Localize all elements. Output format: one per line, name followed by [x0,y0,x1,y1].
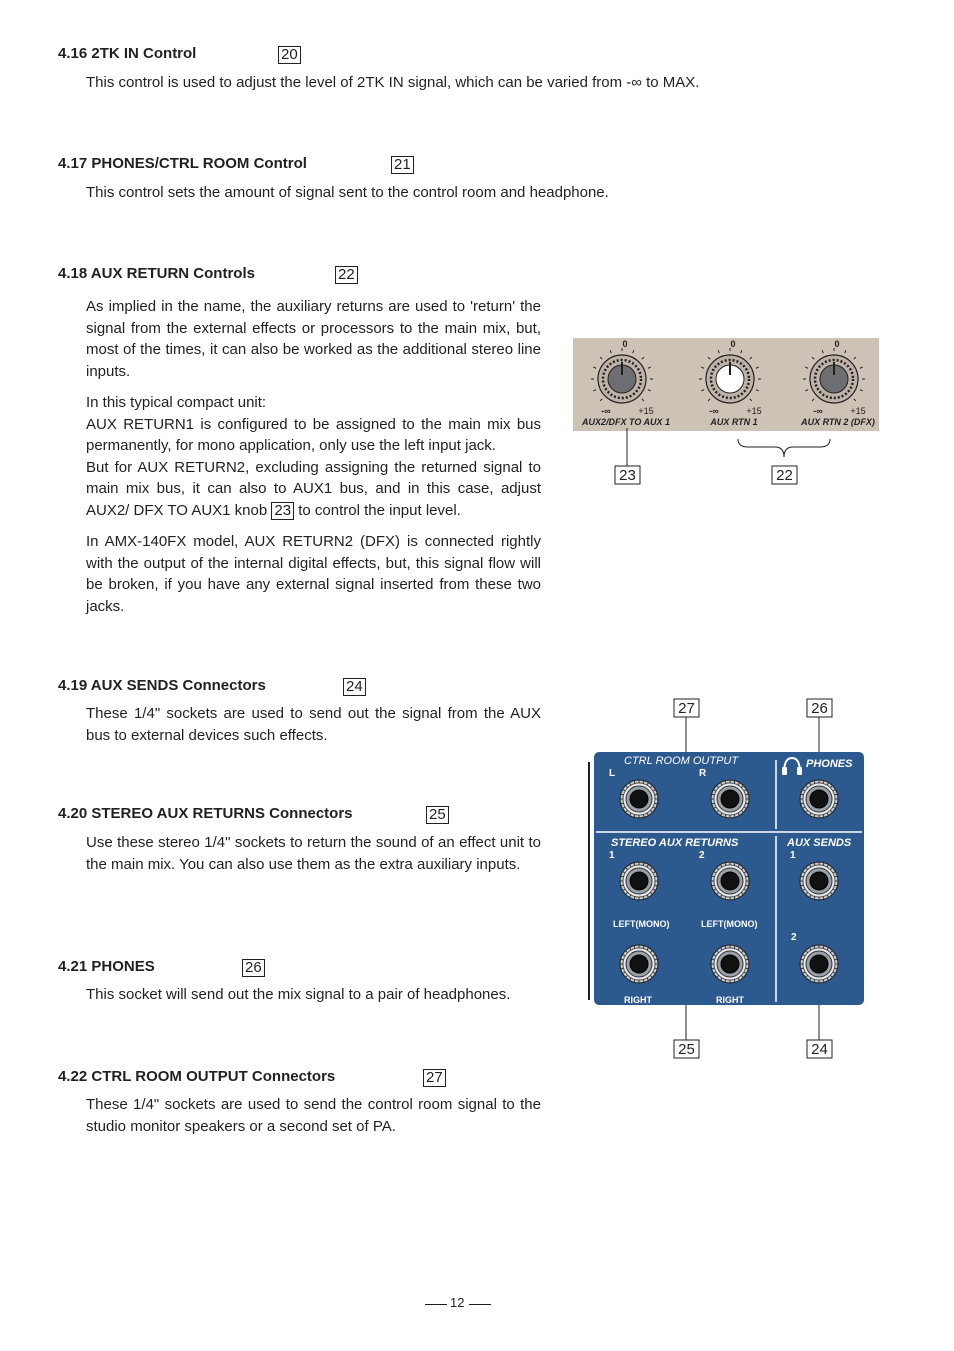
heading-text: 4.20 STEREO AUX RETURNS Connectors [58,805,353,822]
section-body-4-22: These 1/4" sockets are used to send the control room signal to the studio monitor speakers or a second set of PA. [86,1096,541,1135]
section-body-4-17: This control sets the amount of signal sent to the control room and headphone. [86,184,609,201]
section-heading-4-20 [58,805,353,822]
knob-min-label: -∞ [709,406,719,416]
ref-box-22: 22 [335,266,358,284]
section-body-4-21: This socket will send out the mix signal to a pair of headphones. [86,986,511,1003]
ref-box-20: 20 [278,46,301,64]
jack-aux-return-1-left[interactable] [620,862,658,900]
label-right-1: RIGHT [624,995,652,1005]
label-right-2: RIGHT [716,995,744,1005]
paragraph: In this typical compact unit: [86,394,267,411]
section-body-4-18 [86,296,541,617]
ref-box-21: 21 [391,156,414,174]
label-l: L [609,768,616,779]
page-number: 12 [450,1295,465,1310]
jack-aux-return-2-left[interactable] [711,862,749,900]
label-left-mono-1: LEFT(MONO) [613,919,670,929]
jack-ctrl-room-r[interactable] [711,780,749,818]
knob-max-label: +15 [638,406,654,416]
label-return-2: 2 [699,850,705,861]
jack-aux-send-1[interactable] [800,862,838,900]
ref-box-26: 26 [242,959,265,977]
ref-box-25: 25 [426,806,449,824]
label-return-1: 1 [609,850,615,861]
heading-text: 4.18 AUX RETURN Controls [58,265,255,282]
footer-rule-left [425,1304,447,1305]
heading-text: 4.19 AUX SENDS Connectors [58,677,266,694]
section-heading-4-16 [58,45,196,62]
callout-26: 26 [811,700,828,717]
knob-name-label: AUX RTN 2 (DFX) [801,417,875,427]
paragraph-text: to control the input level. [298,501,461,519]
label-send-1: 1 [790,850,796,861]
jack-group [620,780,838,983]
ctrl-room-output-title: CTRL ROOM OUTPUT [624,755,739,767]
aux-sends-title: AUX SENDS [787,837,852,849]
heading-text: 4.21 PHONES [58,958,155,975]
section-body-4-19: These 1/4" sockets are used to send out the signal from the AUX bus to external devices such effects. [86,705,550,744]
knob-min-label: -∞ [813,406,823,416]
knob-min-label: -∞ [601,406,611,416]
label-send-2: 2 [791,932,797,943]
heading-text: 4.16 2TK IN Control [58,45,197,62]
stereo-aux-returns-title: STEREO AUX RETURNS [611,837,739,849]
section-heading-4-17 [58,155,307,172]
callout-23: 23 [619,467,636,484]
knob-name-label: AUX RTN 1 [710,417,758,427]
label-left-mono-2: LEFT(MONO) [701,919,758,929]
page-footer [425,1295,491,1313]
knob-top-mark: 0 [834,339,840,349]
paragraph [86,457,541,522]
jack-ctrl-room-l[interactable] [620,780,658,818]
knob-max-label: +15 [746,406,762,416]
section-heading-4-19 [58,677,266,694]
section-heading-4-22 [58,1068,335,1085]
jack-aux-return-2-right[interactable] [711,945,749,983]
jack-aux-return-1-right[interactable] [620,945,658,983]
label-r: R [699,768,707,779]
aux-return-knob-panel [570,335,885,490]
section-body-4-20: Use these stereo 1/4" sockets to return the sound of an effect unit to the main mix. You can also use them as the extra auxiliary inputs. [86,834,541,873]
heading-text: 4.22 CTRL ROOM OUTPUT Connectors [58,1068,336,1085]
section-body-4-16: This control is used to adjust the level of 2TK IN signal, which can be varied from -∞ to MAX. [86,74,700,91]
knob-name-label: AUX2/DFX TO AUX 1 [581,417,671,427]
phones-label: PHONES [806,758,853,770]
paragraph-text: But for AUX RETURN2, excluding assigning the returned signal to main mix bus, it can also to AUX1 bus, and in this case, adjust AUX2/ DFX TO AUX1 knob [86,458,541,519]
jack-phones[interactable] [800,780,838,818]
ref-box-24: 24 [343,678,366,696]
ref-box-23: 23 [271,502,294,520]
rear-jack-panel [580,695,880,1065]
callout-25: 25 [678,1041,695,1058]
footer-rule-right [469,1304,491,1305]
ref-box-27: 27 [423,1069,446,1087]
paragraph: AUX RETURN1 is configured to be assigned to the main mix bus permanently, for mono application, only use the left input jack. [86,415,541,454]
callout-24: 24 [811,1041,828,1058]
heading-text: 4.17 PHONES/CTRL ROOM Control [58,155,307,172]
paragraph: As implied in the name, the auxiliary returns are used to 'return' the signal from the external effects or processors to the main mix, but, most of the times, it can also be worked as the additional stereo line inputs. [86,298,541,380]
section-heading-4-21 [58,958,155,975]
callout-22: 22 [776,467,793,484]
callout-brace-22 [738,439,830,457]
jack-aux-send-2[interactable] [800,945,838,983]
paragraph: In AMX-140FX model, AUX RETURN2 (DFX) is connected rightly with the output of the internal digital effects, but, this signal flow will be broken, if you have any external signal inserted from these two jacks. [86,533,541,615]
section-heading-4-18 [58,265,255,282]
knob-top-mark: 0 [622,339,628,349]
callout-27: 27 [678,700,695,717]
knob-top-mark: 0 [730,339,736,349]
knob-max-label: +15 [850,406,866,416]
